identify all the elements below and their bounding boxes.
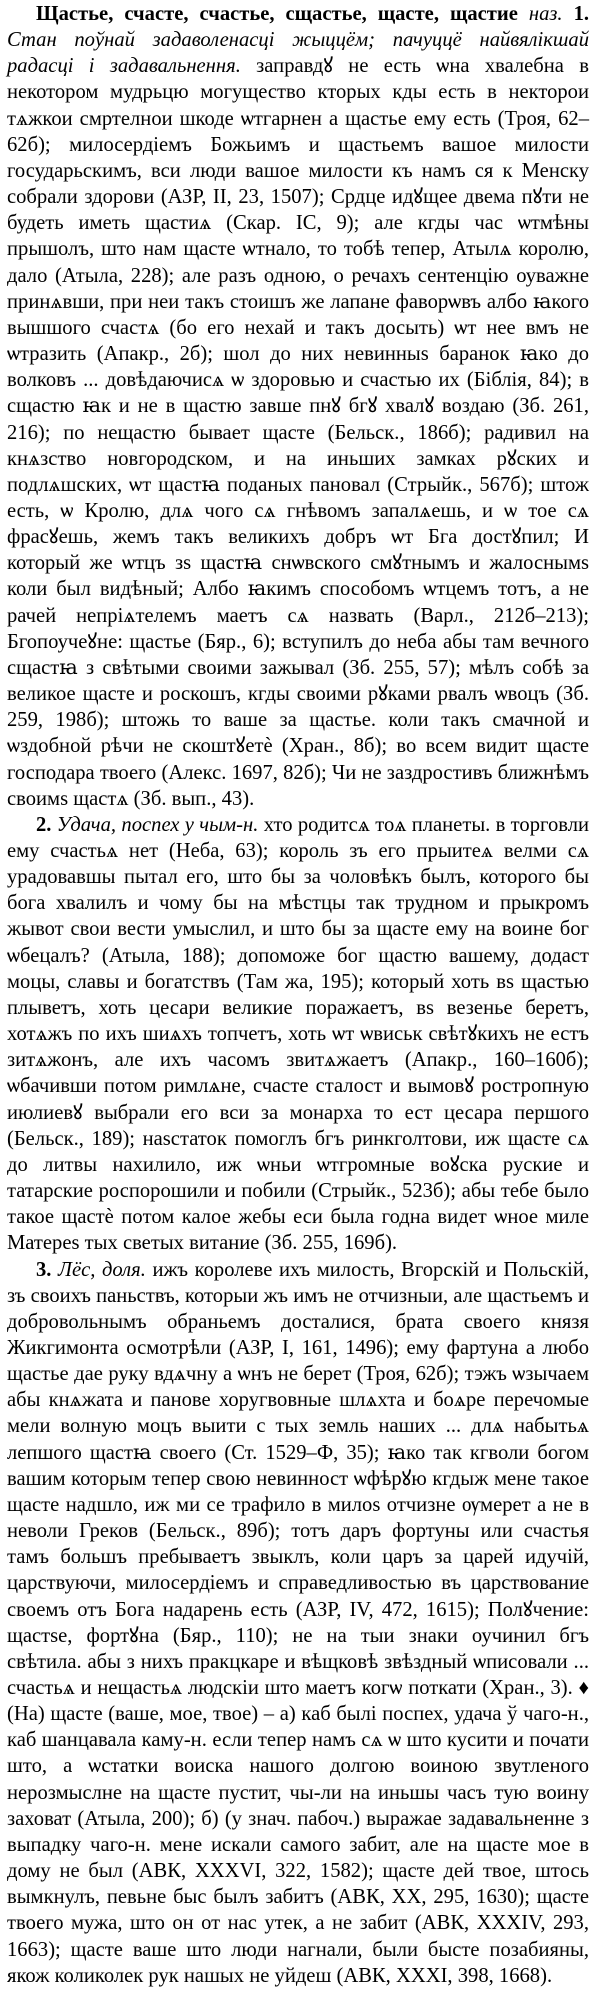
sense-definition: Лёс, доля. <box>58 1258 146 1281</box>
sense-1-paragraph <box>7 1 589 812</box>
sense-citations: заправдꙋ не есть ѡна хвалебна в некотором мудрьцю могущество кторых кды есть в некторои тѧжкои смртелнои шкоде ѡтгарнен а щастье ему есть (Троя, 62–62б); милосердіемъ Божьимъ и щастьемъ вашое милости государьскимъ, вси люди вашое милости къ намъ ся к Менску собрали здорови (АЗР, II, 23, 1507); Срдце идꙋщее двема пꙋти не будеть иметь щастиѧ (Скар. IC, 9); але кгды час ѡтмѣны прышолъ, што нам щасте ѡтнало, то тобѣ тепер, Атылѧ королю, дало (Атыла, 228); але разъ одною, о речахъ сентенцію оуважне принѧвши, при неи такъ стоишъ же лапане фаворѡвъ албо ꙗкого вышшого счастѧ (бо его нехай и такъ досыть) ѡт нее вмъ не ѡтразить (Апакр., 2б); шол до них невинныѕ баранок ꙗко до волковъ ... довѣдаючисѧ ѡ здоровью и счастью их (Біблія, 84); в сщастю ꙗк и не в щастю завше пнꙋ бгꙋ хвалꙋ воздаю (Зб. 261, 216); пo нещастю бывает щасте (Бельск., 186б); радивил на кнѧзство новгородском, и на иньших замках рꙋских и подлѧшских, ѡт щастꙗ поданых пановал (Стрыйк., 567б); штож есть, ѡ Кролю, длѧ чого сѧ гнѣвомъ запалѧешь, и ѡ тое сѧ фрасꙋешь, жемъ такъ великихъ добръ ѡт Бга достꙋпил; И который же ѡтцъ зѕ щастꙗ снѡвского смꙋтнымъ и жалоснымѕ коли был видѣный; Албо ꙗкимъ способомъ ѡтцемъ тотъ, а не рачей непріѧтелемъ маетъ сѧ назвать (Варл., 212б–213); Бгопоучеꙋне: щастье (Бяр., 6); вступилъ до неба абы там вечного сщастꙗ з свѣтыми своими зажывал (Зб. 255, 57); мѣлъ собѣ за великое щасте и роскошъ, кгды своими рꙋками рвалъ ѡвоцъ (Зб. 259, 198б); штожь то ваше за щастье. коли такъ смачной и ѡздобной рѣчи не скоштꙋетѐ (Хран., 8б); во всем видит щасте господара твоего (Алекс. 1697, 82б); Чи не заздростивъ ближнѣмъ своимѕ щастѧ (Зб. вып., 43). <box>7 55 589 810</box>
sense-definition: Удача, поспех у чым-н. <box>56 813 259 836</box>
sense-definition: Стан поўнай задаволенасці жыццём; пачуццё найвялікшай радасці і задавальнення. <box>7 29 589 78</box>
grammar-label: наз. <box>528 3 563 25</box>
entry-headword: Щастье, счасте, счастье, сщастье, щасте, щастие <box>36 3 518 25</box>
sense-citations: ижъ королеве ихъ милость, Вгорскій и Польскій, зъ своихъ паньствъ, которыи жъ имъ не отчизныи, але щастьемъ и добровольнымъ обраньемъ досталися, брата своего князя Жикгимонта осмотрѣли (АЗР, I, 161, 1496); ему фартуна а любо щастье дае руку вдѧчну а ѡнъ не берет (Троя, 62б); тэжъ ѡзычаем абы кнѧжата и панове хоругвовные шлѧхта и боѧре перечомые мели волную моцъ выити с тых земль наших ... длѧ набытьѧ лепшого щастꙗ своего (Ст. 1529–Ф, 35); ꙗко так кгволи богом вашим которым тепер свою невинност ѡфѣрꙋю кгдыж мене такое щасте надшло, иж ми се трафило в милоѕ отчизне ѹмерет а не в неволи Греков (Бельск., 89б); тотъ даръ фортуны или счастья тамъ большъ пребываетъ звыклъ, коли царъ за царей идучій, царствуючи, милосердіемъ и справедливостью въ царствование своемъ отъ Бога надарень есть (АЗР, IV, 472, 1615); Полꙋчение: щастѕе, фортꙋна (Бяр., 110); не на тыи знаки оучинил бгъ свѣтила. абы з нихъ пракцкаре и вѣщковѣ звѣздный ѡписовали ... счастьѧ и нещастьѧ людскіи што маетъ когѡ поткати (Хран., 3). ♦ (На) щасте (ваше, мое, твое) – а) каб былі поспех, удача ў чаго-н., каб шанцавала каму-н. если тепер намъ сѧ ѡ што кусити и почати што, а ѡстатки воиска нашого долгою воиною звутленого нерозмыслне на щасте пустит, чы-ли на иньшы часъ тую воину заховат (Атыла, 200); б) (у знач. пабоч.) выражае задавальненне з выпадку чаго-н. мене искали самого забит, але на щасте мое в дому не был (АВК, XXXVI, 322, 1582); щасте дей твое, штось вымкнулъ, певьне быс былъ забитъ (АВК, XX, 295, 1630); щасте твоего мужа, што он от нас утек, а не забит (АВК, XXXIV, 293, 1663); щасте ваше што люди нагнали, были бысте позабияны, якож коликолек рук нашых не уйдеш (АВК, XXXI, 398, 1668). <box>7 1258 590 1987</box>
sense-number: 2. <box>36 813 52 836</box>
sense-number: 3. <box>36 1258 52 1281</box>
sense-citations: хто родитсѧ тоѧ планеты. в торговли ему счастьѧ нет (Неба, 63); король зъ его прыитеѧ велми сѧ урадовавшы пытал его, што бы за чоловѣкъ былъ, которого бы бога хвалилъ и чому бы на мѣстцы так трудном и прыкромъ жывот свои вести умыслил, и што бы за щасте ему на воине бог ѡбецалъ? (Атыла, 188); допоможе бог щастю вашему, додаст моцы, славы и богатствъ (Там жа, 195); который хоть вѕ щастью плыветъ, хоть цесари великие поражаетъ, вѕ везенье беретъ, хотѧжъ по ихъ шиѧхъ топчетъ, хоть ѡт ѡвиськ свѣтꙋкихъ не естъ зитѧжонъ, але ихъ часомъ звитѧжаетъ (Апакр., 160–160б); ѡбачивши потом римлѧне, счасте сталост и вымовꙋ ростропную июлиевꙋ выбрали его вси за монарха то ест цесара першого (Бельск., 189); нaѕстаток помоглъ бгъ ринкголтови, иж щасте сѧ до литвы нахилило, иж ѡньи ѡтгромные воꙋска руские и татарские роспорошили и побили (Стрыйк., 523б); абы тебе было такое щастѐ пoтом калое жебы еси была годна видет ѡное миле Матереѕ тых светых витание (Зб. 255, 169б). <box>7 813 589 1255</box>
dictionary-entry <box>7 0 589 1989</box>
sense-2-paragraph <box>7 812 589 1257</box>
sense-number: 1. <box>573 3 590 25</box>
sense-3-paragraph <box>7 1257 589 1989</box>
